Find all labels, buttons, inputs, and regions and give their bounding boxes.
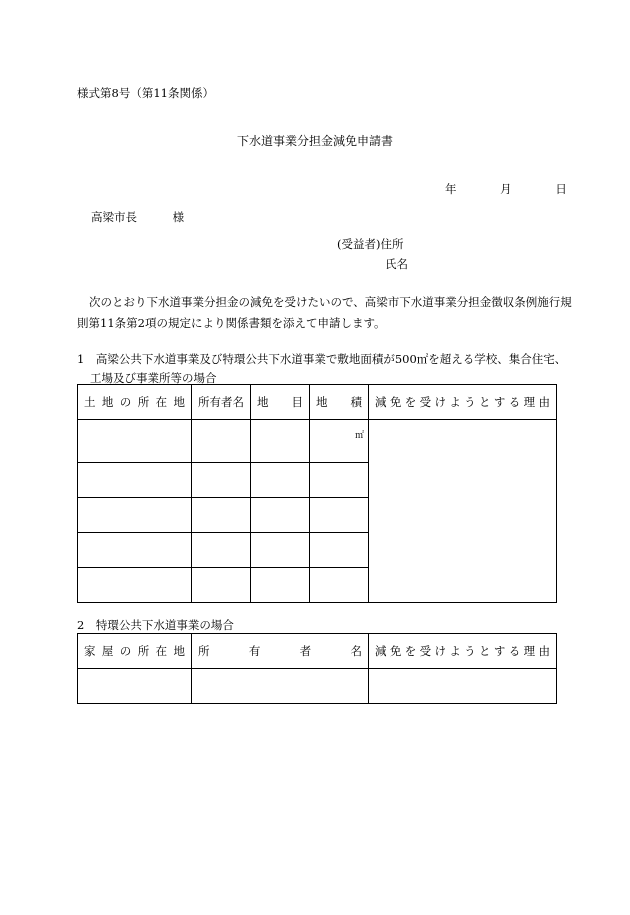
land-location-cell[interactable] bbox=[78, 420, 192, 463]
date-year: 年 bbox=[445, 182, 457, 196]
owner-name-cell[interactable] bbox=[192, 420, 251, 463]
land-location-cell[interactable] bbox=[78, 463, 192, 498]
table-row bbox=[78, 669, 557, 704]
land-category-cell[interactable] bbox=[251, 498, 310, 533]
land-location-cell[interactable] bbox=[78, 568, 192, 603]
owner-name-cell[interactable] bbox=[192, 498, 251, 533]
owner-name-cell[interactable] bbox=[192, 669, 369, 704]
header-land-location: 土地の所在地 bbox=[78, 385, 192, 420]
land-area-cell[interactable] bbox=[310, 498, 369, 533]
owner-name-cell[interactable] bbox=[192, 533, 251, 568]
section2-table bbox=[77, 633, 557, 704]
header-reduction-reason: 減免を受けようとする理由 bbox=[369, 385, 557, 420]
land-area-cell[interactable] bbox=[310, 420, 369, 463]
land-category-cell[interactable] bbox=[251, 420, 310, 463]
land-category-cell[interactable] bbox=[251, 568, 310, 603]
date-day: 日 bbox=[555, 182, 567, 196]
section2-heading: 2 特環公共下水道事業の場合 bbox=[77, 618, 234, 632]
date-line bbox=[445, 181, 567, 197]
land-area-cell[interactable] bbox=[310, 533, 369, 568]
header-owner-name: 所有者名 bbox=[192, 634, 369, 669]
section2-header-row bbox=[78, 634, 557, 669]
reduction-reason-cell[interactable] bbox=[369, 669, 557, 704]
addressee-honorific: 様 bbox=[172, 210, 185, 224]
section1-table bbox=[77, 384, 557, 603]
land-location-cell[interactable] bbox=[78, 498, 192, 533]
applicant-name-label: 氏名 bbox=[385, 257, 408, 271]
addressee bbox=[91, 209, 184, 225]
reduction-reason-cell[interactable] bbox=[369, 420, 557, 603]
body-text: 次のとおり下水道事業分担金の減免を受けたいので、高梁市下水道事業分担金徴収条例施行規則第11条第2項の規定により関係書類を添えて申請します。 bbox=[77, 295, 572, 330]
house-location-cell[interactable] bbox=[78, 669, 192, 704]
land-area-cell[interactable] bbox=[310, 463, 369, 498]
section1-header-row bbox=[78, 385, 557, 420]
area-unit: ㎡ bbox=[354, 431, 364, 441]
header-land-category: 地目 bbox=[251, 385, 310, 420]
applicant-address-label: (受益者)住所 bbox=[337, 237, 404, 251]
land-location-cell[interactable] bbox=[78, 533, 192, 568]
date-month: 月 bbox=[500, 182, 512, 196]
land-category-cell[interactable] bbox=[251, 533, 310, 568]
header-owner-name: 所有者名 bbox=[192, 385, 251, 420]
table-row bbox=[78, 420, 557, 463]
addressee-name: 高梁市長 bbox=[91, 210, 137, 224]
header-land-area: 地積 bbox=[310, 385, 369, 420]
header-house-location: 家屋の所在地 bbox=[78, 634, 192, 669]
header-reduction-reason: 減免を受けようとする理由 bbox=[369, 634, 557, 669]
owner-name-cell[interactable] bbox=[192, 463, 251, 498]
document-title: 下水道事業分担金減免申請書 bbox=[236, 134, 393, 148]
land-category-cell[interactable] bbox=[251, 463, 310, 498]
form-number: 様式第8号（第11条関係） bbox=[77, 86, 214, 100]
land-area-cell[interactable] bbox=[310, 568, 369, 603]
section1-heading: 1 高梁公共下水道事業及び特環公共下水道事業で敷地面積が500㎡を超える学校、集合住宅、工場及び事業所等の場合 bbox=[77, 352, 567, 385]
owner-name-cell[interactable] bbox=[192, 568, 251, 603]
